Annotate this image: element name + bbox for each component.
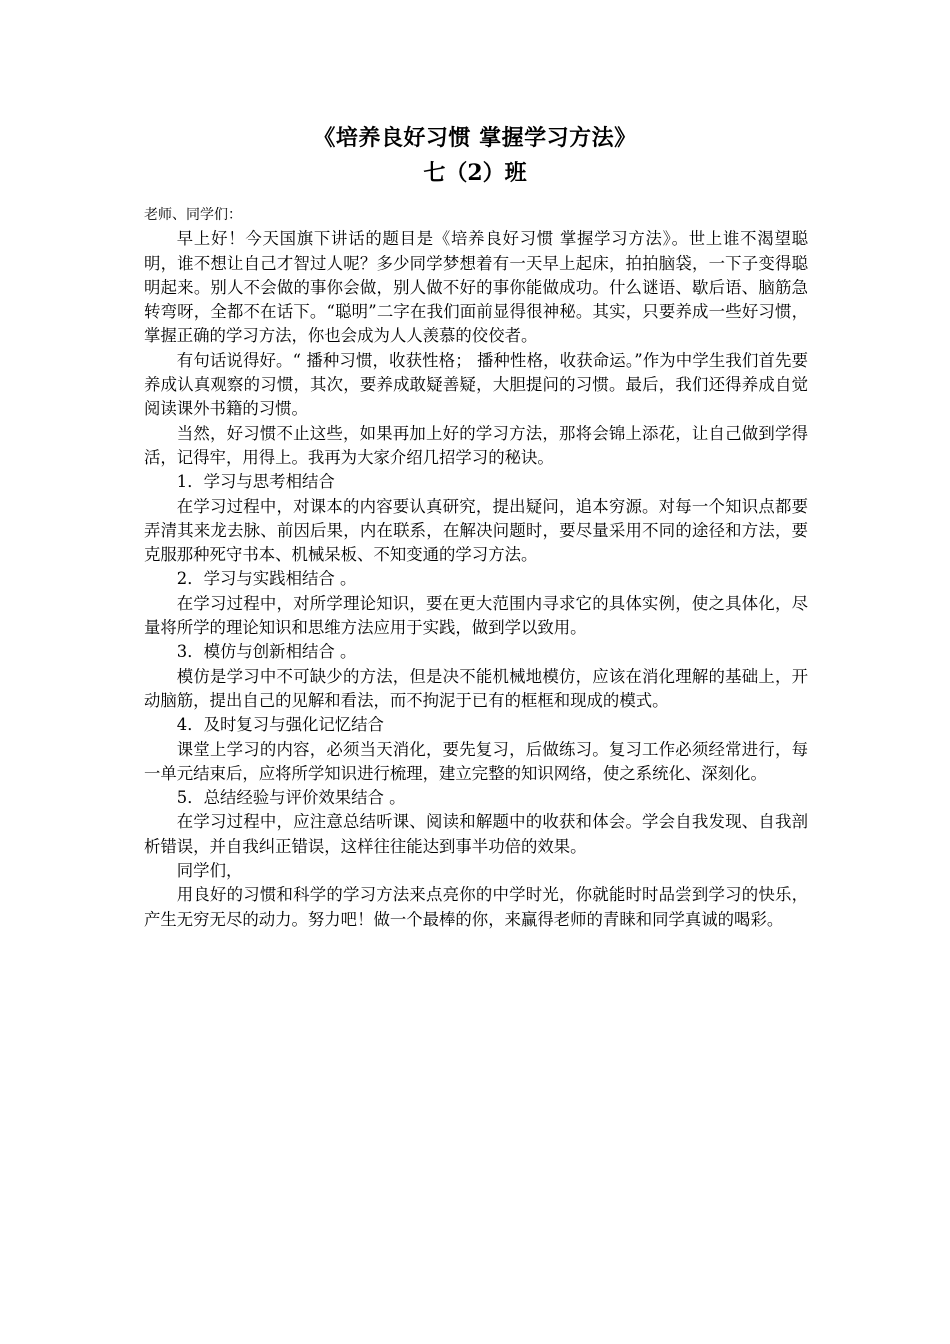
closing-address: 同学们， — [176, 861, 243, 881]
closing-paragraph: 用良好的习惯和科学的学习方法来点亮你的中学时光，你就能时时品尝到学习的快乐，产生无穷无尽的动力。努力吧！做一个最棒的你，来赢得老师的青睐和同学真诚的喝彩。 — [144, 885, 808, 929]
method-body-2: 在学习过程中，对所学理论知识，要在更大范围内寻求它的具体实例，使之具体化，尽量将所学的理论知识和思维方法应用于实践，做到学以致用。 — [144, 593, 808, 638]
document-body — [144, 203, 808, 932]
method-heading-5: 5．总结经验与评价效果结合 。 — [176, 788, 406, 808]
salutation: 老师、同学们： — [144, 207, 242, 223]
method-heading-3: 3．模仿与创新相结合 。 — [176, 642, 357, 662]
method-body-1: 在学习过程中，对课本的内容要认真研究，提出疑问，追本穷源。对每一个知识点都要弄清其来龙去脉、前因后果，内在联系，在解决问题时，要尽量采用不同的途径和方法，要克服那种死守书本、机械呆板、不知变通的学习方法。 — [144, 496, 808, 565]
document-subtitle: 七（2）班 — [423, 160, 527, 186]
method-heading-2: 2．学习与实践相结合 。 — [176, 569, 357, 589]
method-heading-4: 4．及时复习与强化记忆结合 — [176, 715, 384, 735]
document-title: 《培养良好习惯 掌握学习方法》 — [313, 125, 637, 151]
paragraph-methods-intro: 当然，好习惯不止这些，如果再加上好的学习方法，那将会锦上添花，让自己做到学得活，记得牢，用得上。我再为大家介绍几招学习的秘诀。 — [144, 423, 808, 467]
method-heading-1: 1．学习与思考相结合 — [176, 472, 335, 492]
method-body-3: 模仿是学习中不可缺少的方法，但是决不能机械地模仿，应该在消化理解的基础上，开动脑筋，提出自己的见解和看法，而不拘泥于已有的框框和现成的模式。 — [144, 666, 808, 710]
paragraph-habits: 有句话说得好。“ 播种习惯，收获性格； 播种性格，收获命运。”作为中学生我们首先要养成认真观察的习惯，其次，要养成敢疑善疑，大胆提问的习惯。最后，我们还得养成自觉阅读课外书籍的习惯。 — [144, 350, 808, 419]
paragraph-opening: 早上好！今天国旗下讲话的题目是《培养良好习惯 掌握学习方法》。世上谁不渴望聪明，谁不想让自己才智过人呢？多少同学梦想着有一天早上起床，拍拍脑袋，一下子变得聪明起来。别人不会做的事你会做，别人做不好的事你能做成功。什么谜语、歇后语、脑筋急转弯呀，全都不在话下。“聪明”二字在我们面前显得很神秘。其实，只要养成一些好习惯，掌握正确的学习方法，你也会成为人人羡慕的佼佼者。 — [144, 229, 808, 346]
method-body-5: 在学习过程中，应注意总结听课、阅读和解题中的收获和体会。学会自我发现、自我剖析错误，并自我纠正错误，这样往往能达到事半功倍的效果。 — [144, 812, 808, 856]
method-body-4: 课堂上学习的内容，必须当天消化，要先复习，后做练习。复习工作必须经常进行，每一单元结束后，应将所学知识进行梳理，建立完整的知识网络，使之系统化、深刻化。 — [144, 739, 808, 783]
